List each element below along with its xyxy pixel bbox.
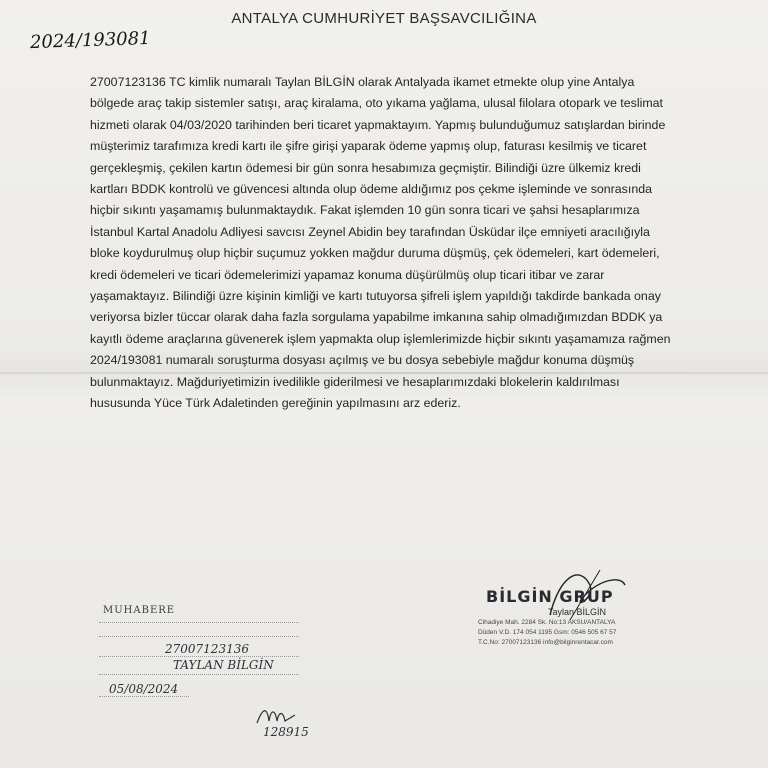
stamp-line [99, 636, 299, 637]
company-stamp [478, 585, 668, 665]
stamp-line [99, 674, 299, 675]
company-brand: BİLGİN GRUP [486, 587, 614, 606]
stamp-line [99, 696, 189, 697]
company-person: Taylan BİLGİN [548, 607, 607, 617]
incoming-mail-stamp [95, 600, 325, 750]
company-tc: T.C.No: 27007123136 info@bilginrentacar.com [478, 639, 613, 646]
petition-body: 27007123136 TC kimlik numaralı Taylan BİLGİN olarak Antalyada ikamet etmekte olup yine Antalya bölgede araç takip sistemler satışı, araç kiralama, oto yıkama yağlama, ulusal filolara otopark ve teslimat hizmeti olarak 04/03/2020 tarihinden beri ticaret yapmaktayım. Yapmış bulunduğumuz satışlardan birinde müşterimiz tarafımıza kredi kartı ile şifre girişi yaparak ödeme yapmış olup, faturası kesilmiş ve ticaret gerçekleşmiş, çekilen kartın ödemesi bir gün sonra hesabımıza geçmiştir. Bilindiği üzre ülkemiz kredi kartları BDDK kontrolü ve güvencesi altında olup ödeme aldığımız pos çekme işleminde ve sonrasında hiçbir sıkıntı yaşamamış bulunmaktaydık. Fakat işlemden 10 gün sonra ticari ve şahsi hesaplarımıza İstanbul Kartal Anadolu Adliyesi savcısı Zeynel Abidin bey tarafından Üsküdar ilçe emniyeti aracılığıyla bloke koydurulmuş olup hiçbir suçumuz yokken mağdur duruma düşmüş, çek ödemeleri, kart ödemeleri, kredi ödemeleri ve ticari ödemelerimizi yapamaz konuma düşürülmüş olup ticari itibar ve zarar yaşamaktayız. Bilindiği üzre kişinin kimliği ve kartı tutuyorsa şifreli işlem yapıldığı takdirde bankada onay veriyorsa bizler tüccar olarak daha fazla sorgulama yapabilme imkanına sahip olmadığımızdan BDDK ya kayıtlı ödeme araçlarına güvenerek işlem yapmakta olup işlemlerimizde hiçbir sıkıntı yaşamamıza rağmen 2024/193081 numaralı soruşturma dosyası açılmış ve bu dosya sebebiyle mağdur konuma düşmüş bulunmaktayız. Mağduriyetimizin ivedilikle giderilmesi ve hesaplarımızdaki blokelerin kaldırılması hususunda Yüce Türk Adaletinden gereğinin yapılmasını arz ederiz. [90, 75, 671, 411]
stamp-title: MUHABERE [103, 605, 176, 616]
stamp-line [99, 622, 299, 623]
stamp-date: 05/08/2024 [109, 682, 179, 696]
stamp-line [99, 656, 299, 657]
document-heading: ANTALYA CUMHURİYET BAŞSAVCILIĞINA [231, 10, 537, 27]
stamp-number: 128915 [263, 725, 309, 739]
company-address: Cihadiye Mah. 2284 Sk. No:13 AKSU/ANTALYA [478, 619, 616, 626]
company-tax: Düden V.D. 174 054 1195 Gsm: 0546 505 67 57 [478, 629, 617, 636]
stamp-name: TAYLAN BİLGİN [173, 658, 274, 672]
stamp-tc-number: 27007123136 [165, 642, 249, 656]
stamp-signature [255, 705, 315, 727]
handwritten-file-number: 2024/193081 [29, 27, 151, 54]
